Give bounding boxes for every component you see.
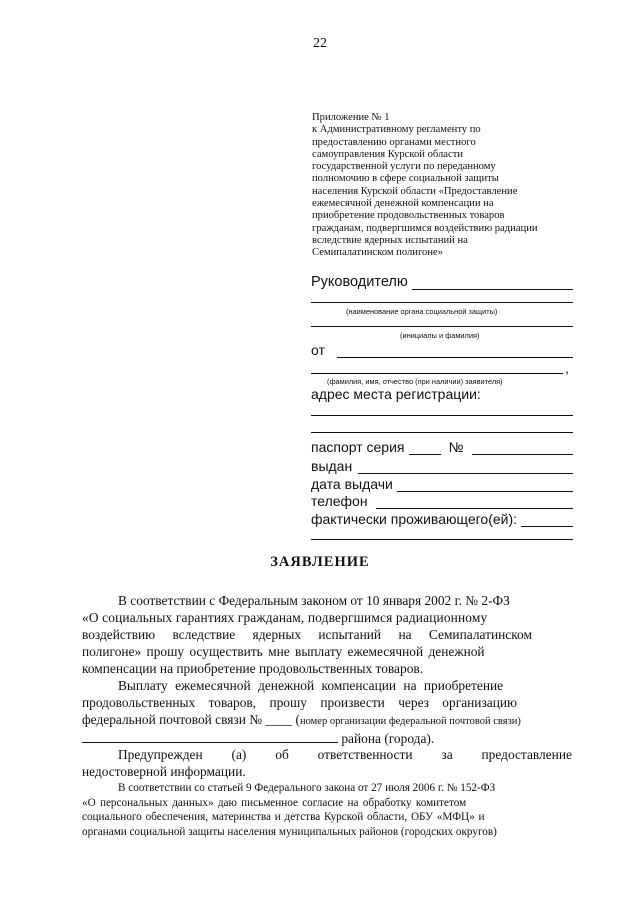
text-line: органами социальной защиты населения муниципальных районов (городских округов) bbox=[82, 825, 497, 838]
text-line: продовольственных товаров, прошу произвести через организацию bbox=[82, 695, 518, 710]
issue-date-row bbox=[311, 474, 573, 492]
phone-label: телефон bbox=[311, 493, 368, 509]
paragraph-1 bbox=[82, 592, 572, 677]
text-line: В соответствии со статьей 9 Федерального закона от 27 июля 2006 г. № 152-ФЗ bbox=[118, 782, 496, 794]
text-line: компенсации на приобретение продовольственных товаров. bbox=[82, 661, 424, 676]
passport-row bbox=[311, 437, 573, 455]
appendix-line: приобретение продовольственных товаров bbox=[312, 210, 505, 222]
head-row bbox=[311, 272, 573, 290]
phone-row bbox=[311, 491, 573, 509]
issued-row bbox=[311, 456, 573, 474]
appendix-line: предоставлению органами местного bbox=[312, 136, 476, 148]
appendix-line: к Административному регламенту по bbox=[312, 124, 481, 136]
appendix-line: самоуправления Курской области bbox=[312, 148, 464, 160]
from-row bbox=[311, 340, 573, 358]
page-number: 22 bbox=[313, 36, 327, 51]
word: об bbox=[275, 747, 289, 762]
issued-field[interactable] bbox=[358, 459, 573, 474]
appendix-line: ежемесячной денежной компенсации на bbox=[312, 198, 494, 210]
text-line bbox=[82, 711, 572, 730]
paragraph-4 bbox=[82, 781, 572, 839]
passport-label: паспорт серия bbox=[311, 439, 405, 455]
comma: , bbox=[565, 360, 569, 376]
residing-label: фактически проживающего(ей): bbox=[311, 511, 518, 527]
text-line: социального обеспечения, материнства и детства Курской области, ОБУ «МФЦ» и bbox=[82, 811, 485, 824]
issue-date-label: дата выдачи bbox=[311, 476, 393, 492]
postal-paren: ( bbox=[295, 712, 300, 727]
postal-number-field[interactable]: ____ bbox=[265, 712, 293, 727]
word: предоставление bbox=[481, 747, 572, 762]
word: за bbox=[441, 747, 453, 762]
caption-fio: (фамилия, имя, отчество (при наличии) заявителя) bbox=[327, 377, 503, 386]
text-line: В соответствии с Федеральным законом от 10 января 2002 г. № 2-ФЗ bbox=[118, 593, 510, 608]
text-line bbox=[82, 746, 572, 763]
issued-label: выдан bbox=[311, 458, 353, 474]
appendix-line: полномочию в сфере социальной защиты bbox=[312, 173, 499, 185]
appendix-line: Семипалатинском полигоне» bbox=[312, 247, 444, 259]
postal-label: федеральной почтовой связи № bbox=[82, 712, 263, 727]
caption-org: (наименование органа социальной защиты) bbox=[346, 307, 498, 316]
address-label: адрес места регистрации: bbox=[311, 386, 481, 402]
from-label: от bbox=[311, 342, 325, 358]
district-field[interactable] bbox=[82, 730, 338, 743]
text-line: воздействию вследствие ядерных испытаний на Семипалатинском bbox=[82, 627, 532, 642]
address-field-1[interactable] bbox=[311, 415, 573, 416]
appendix-line: гражданам, подвергшимся воздействию радиации bbox=[312, 222, 538, 234]
word: Предупрежден bbox=[118, 747, 203, 762]
text-line: «О социальных гарантиях гражданам, подвергшимся радиационному bbox=[82, 610, 488, 625]
passport-series-field[interactable] bbox=[409, 440, 441, 455]
appendix-header bbox=[312, 112, 602, 260]
from-field[interactable] bbox=[337, 343, 573, 358]
document-title: ЗАЯВЛЕНИЕ bbox=[270, 554, 370, 570]
postal-note: номер организации федеральной почтовой связи) bbox=[299, 716, 521, 727]
issue-date-field[interactable] bbox=[397, 477, 573, 492]
caption-initials: (инициалы и фамилия) bbox=[400, 331, 480, 340]
district-label: района (города). bbox=[341, 731, 435, 746]
address-row bbox=[311, 384, 573, 402]
head-label: Руководителю bbox=[311, 274, 408, 290]
text-line bbox=[82, 730, 572, 747]
residing-field[interactable] bbox=[521, 512, 573, 527]
appendix-line: населения Курской области «Предоставление bbox=[312, 185, 518, 197]
initials-field[interactable] bbox=[311, 326, 573, 327]
paragraph-3 bbox=[82, 746, 572, 780]
text-line: недостоверной информации. bbox=[82, 764, 246, 779]
passport-number-field[interactable] bbox=[472, 440, 573, 455]
word: (а) bbox=[231, 747, 247, 762]
text-line: полигоне» прошу осуществить мне выплату ежемесячной денежной bbox=[82, 644, 485, 659]
applicant-field[interactable] bbox=[311, 373, 563, 374]
appendix-line: вследствие ядерных испытаний на bbox=[312, 234, 468, 246]
text-line: Выплату ежемесячной денежной компенсации на приобретение bbox=[118, 678, 504, 693]
number-sign: № bbox=[448, 439, 464, 455]
residing-field-2[interactable] bbox=[311, 539, 573, 540]
appendix-line: государственной услуги по переданному bbox=[312, 161, 496, 173]
text-line: «О персональных данных» даю письменное согласие на обработку комитетом bbox=[82, 796, 467, 809]
head-field[interactable] bbox=[412, 275, 573, 290]
residing-row bbox=[311, 509, 573, 527]
address-field-2[interactable] bbox=[311, 432, 573, 433]
org-field[interactable] bbox=[311, 302, 573, 303]
phone-field[interactable] bbox=[376, 494, 573, 509]
appendix-line: Приложение № 1 bbox=[312, 112, 390, 123]
word: ответственности bbox=[317, 747, 413, 762]
paragraph-2 bbox=[82, 677, 572, 747]
